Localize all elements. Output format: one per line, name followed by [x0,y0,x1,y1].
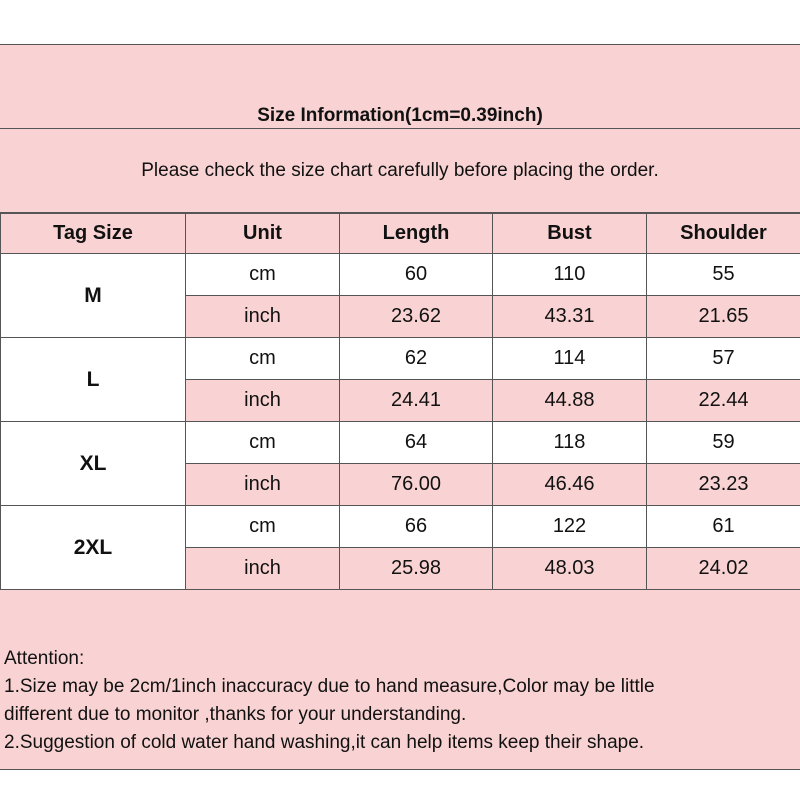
shoulder-cell: 21.65 [647,296,800,338]
table-row [1,254,800,296]
unit-cell: inch [186,296,340,338]
attention-line: different due to monitor ,thanks for your understanding. [4,704,467,725]
size-notice: Please check the size chart carefully before placing the order. [0,129,800,214]
bust-cell: 43.31 [493,296,647,338]
unit-cell: inch [186,548,340,590]
unit-cell: cm [186,338,340,380]
header-unit: Unit [186,213,340,254]
bust-cell: 48.03 [493,548,647,590]
unit-cell: cm [186,506,340,548]
length-cell: 25.98 [340,548,493,590]
size-label-2xl: 2XL [1,506,186,590]
length-cell: 23.62 [340,296,493,338]
shoulder-cell: 24.02 [647,548,800,590]
table-row [1,422,800,464]
shoulder-cell: 57 [647,338,800,380]
length-cell: 62 [340,338,493,380]
length-cell: 24.41 [340,380,493,422]
bust-cell: 122 [493,506,647,548]
table-row [1,506,800,548]
shoulder-cell: 61 [647,506,800,548]
chart-title-text: Size Information(1cm=0.39inch) [257,105,543,126]
size-label-m: M [1,254,186,338]
bust-cell: 110 [493,254,647,296]
size-chart-sheet [0,44,800,770]
chart-title [0,45,800,129]
length-cell: 66 [340,506,493,548]
table-row [1,338,800,380]
table-header-row [1,213,800,254]
length-cell: 64 [340,422,493,464]
unit-cell: cm [186,422,340,464]
attention-heading: Attention: [4,648,85,669]
shoulder-cell: 59 [647,422,800,464]
size-label-l: L [1,338,186,422]
header-tag-size: Tag Size [1,213,186,254]
header-length: Length [340,213,493,254]
shoulder-cell: 23.23 [647,464,800,506]
size-label-xl: XL [1,422,186,506]
attention-line: 1.Size may be 2cm/1inch inaccuracy due to hand measure,Color may be little [4,676,655,697]
unit-cell: cm [186,254,340,296]
length-cell: 76.00 [340,464,493,506]
header-shoulder: Shoulder [647,213,800,254]
attention-line: 2.Suggestion of cold water hand washing,it can help items keep their shape. [4,732,645,753]
shoulder-cell: 22.44 [647,380,800,422]
unit-cell: inch [186,380,340,422]
header-bust: Bust [493,213,647,254]
attention-notes [4,645,800,757]
unit-cell: inch [186,464,340,506]
bust-cell: 46.46 [493,464,647,506]
shoulder-cell: 55 [647,254,800,296]
bust-cell: 118 [493,422,647,464]
bust-cell: 44.88 [493,380,647,422]
size-table [0,212,800,590]
length-cell: 60 [340,254,493,296]
bust-cell: 114 [493,338,647,380]
